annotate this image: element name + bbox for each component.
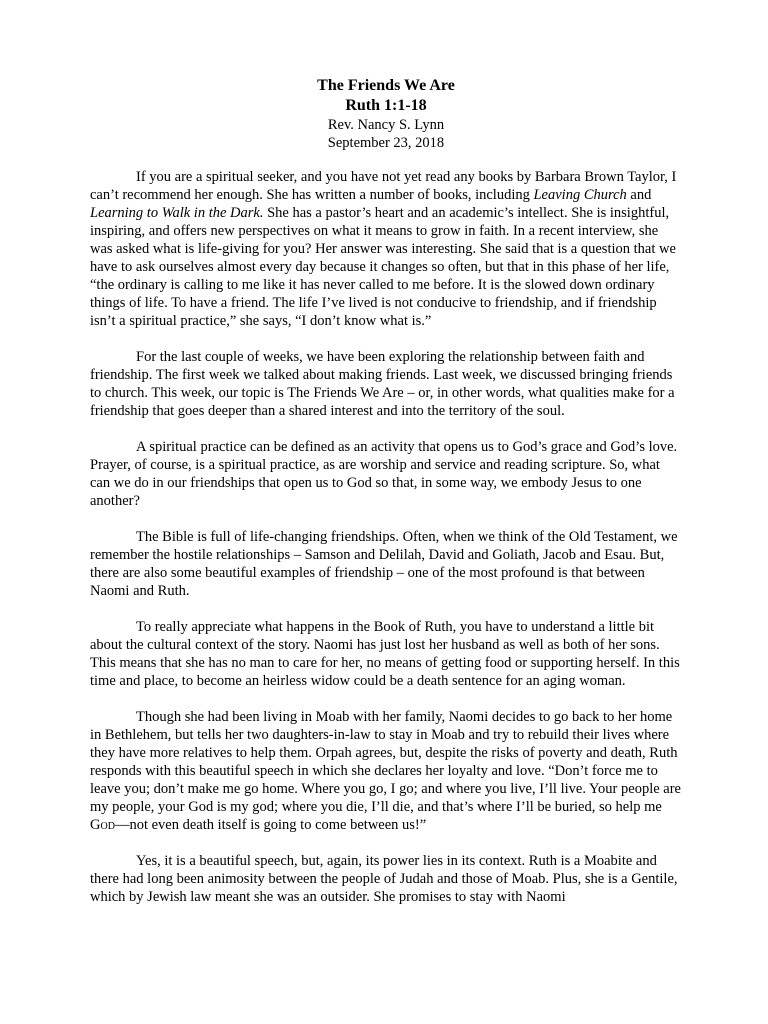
- paragraph-2: For the last couple of weeks, we have been exploring the relationship between faith and friendship. The first week we talked about making friends. Last week, we discussed bringing friends to church. This week, our topic is The Friends We Are – or, in other words, what qualities make for a friendship that goes deeper than a shared interest and into the territory of the soul.: [90, 349, 675, 419]
- paragraph-4: The Bible is full of life-changing friendships. Often, when we think of the Old Testament, we remember the hostile relationships – Samson and Delilah, David and Goliath, Jacob and Esau. But, there are also some beautiful examples of friendship – one of the most profound is that between Naomi and Ruth.: [90, 529, 678, 599]
- book-title-learning-to-walk: Learning to Walk in the Dark.: [90, 205, 264, 221]
- paragraph-6-text-b: —not even death itself is going to come between us!”: [114, 817, 427, 833]
- paragraph-5: To really appreciate what happens in the Book of Ruth, you have to understand a little bit about the cultural context of the story. Naomi has just lost her husband as well as both of her sons. This means that she has no man to care for her, no means of getting food or supporting herself. In this time and place, to become an heirless widow could be a death sentence for an aging woman.: [90, 619, 680, 689]
- paragraph-7: Yes, it is a beautiful speech, but, again, its power lies in its context. Ruth is a Moabite and there had long been animosity between the people of Judah and those of Moab. Plus, she is a Gentile, which by Jewish law meant she was an outsider. She promises to stay with Naomi: [90, 853, 678, 905]
- author-name: Rev. Nancy S. Lynn: [327, 117, 445, 133]
- book-title-leaving-church: Leaving Church: [533, 187, 627, 203]
- sermon-date: September 23, 2018: [327, 135, 445, 151]
- document-page: [90, 76, 682, 924]
- paragraph-1-text-c: She has a pastor’s heart and an academic’s intellect. She is insightful, inspiring, and offers new perspectives on what it means to grow in faith. In a recent interview, she was asked what is life-giving for you? Her answer was interesting. She said that is a question that we have to ask ourselves almost every day because it changes so often, but that in this phase of her life, “the ordinary is calling to me like it has never called to me before. It is the slowed down ordinary things of life. To have a friend. The life I’ve lived is not conducive to friendship, and if friendship isn’t a spiritual practice,” she says, “I don’t know what is.”: [90, 205, 676, 329]
- paragraph-1-text-b: and: [626, 187, 652, 203]
- document-header: [90, 76, 682, 152]
- paragraph-1: [90, 168, 682, 330]
- scripture-reference: Ruth 1:1-18: [345, 97, 427, 114]
- paragraph-6-text-a: Though she had been living in Moab with her family, Naomi decides to go back to her home in Bethlehem, but tells her two daughters-in-law to stay in Moab and try to rebuild their lives where they have more relatives to help them. Orpah agrees, but, despite the risks of poverty and death, Ruth responds with this beautiful speech in which she declares her loyalty and love. “Don’t force me to leave you; don’t make me go home. Where you go, I go; and where you live, I’ll live. Your people are my people, your God is my god; where you die, I’ll die, and that’s where I’ll be buried, so help me G: [90, 709, 681, 833]
- paragraph-3: A spiritual practice can be defined as an activity that opens us to God’s grace and God’s love. Prayer, of course, is a spiritual practice, as are worship and service and reading scripture. So, what can we do in our friendships that open us to God so that, in some way, we embody Jesus to one another?: [90, 439, 678, 509]
- paragraph-6: [90, 708, 682, 834]
- document-body: [90, 168, 682, 906]
- paragraph-6-small-caps: od: [100, 817, 115, 833]
- paragraph-1-text-a: If you are a spiritual seeker, and you have not yet read any books by Barbara Brown Taylor, I can’t recommend her enough. She has written a number of books, including: [90, 169, 677, 203]
- sermon-title: The Friends We Are: [317, 77, 455, 94]
